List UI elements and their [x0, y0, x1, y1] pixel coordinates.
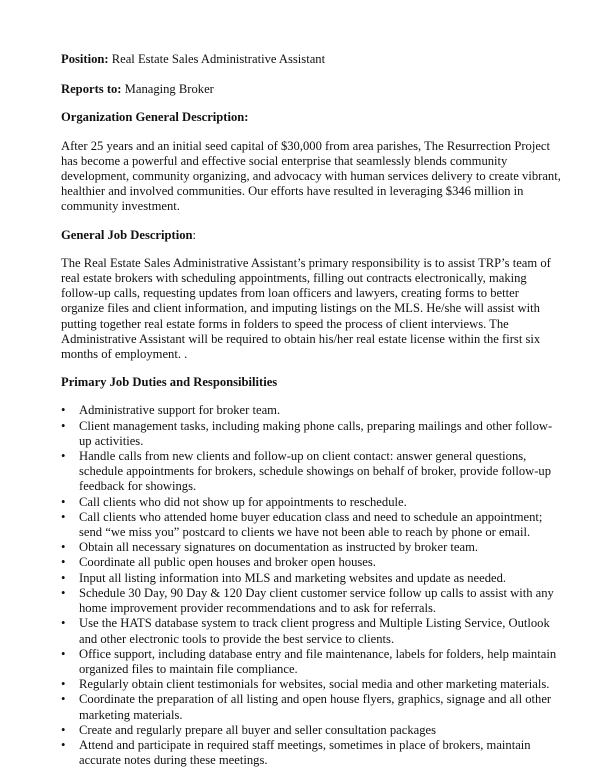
duty-item: [61, 555, 561, 570]
bullet-icon: •: [61, 585, 66, 600]
duty-text: Call clients who did not show up for appointments to reschedule.: [79, 494, 407, 509]
reports-to-label: Reports to:: [61, 82, 122, 97]
duty-item: [61, 419, 561, 449]
duty-text: Coordinate the preparation of all listing and open house flyers, graphics, signage and all other marketing materials.: [79, 692, 552, 722]
duty-text: Obtain all necessary signatures on documentation as instructed by broker team.: [79, 540, 479, 555]
bullet-icon: •: [61, 418, 66, 433]
job-description-heading-suffix: :: [192, 227, 197, 242]
bullet-icon: •: [61, 509, 66, 524]
duty-item: [61, 723, 561, 738]
duty-item: [61, 586, 561, 616]
duty-text: Administrative support for broker team.: [79, 403, 281, 418]
bullet-icon: •: [61, 494, 66, 509]
org-description-text: After 25 years and an initial seed capital of $30,000 from area parishes, The Resurrection Project has become a powerful and effective social enterprise that seamlessly blends community development, community organizing, and advocacy with human services delivery to create vibrant, healthier and involved communities. Our efforts have resulted in leveraging $346 million in community investment.: [61, 138, 561, 214]
duty-text: Coordinate all public open houses and broker open houses.: [79, 555, 376, 570]
job-description-heading: General Job Description: [61, 227, 193, 242]
document-page: [61, 52, 561, 768]
bullet-icon: •: [61, 403, 66, 418]
reports-to-line: [61, 82, 561, 97]
duty-text: Schedule 30 Day, 90 Day & 120 Day client customer service follow up calls to assist with any home improvement provider recommendations and to ask for referrals.: [79, 585, 554, 616]
duty-text: Regularly obtain client testimonials for websites, social media and other marketing materials.: [79, 677, 550, 692]
duty-item: [61, 540, 561, 555]
duty-text: Create and regularly prepare all buyer and seller consultation packages: [79, 722, 437, 737]
position-label: Position:: [61, 52, 109, 66]
duty-item: [61, 647, 561, 677]
bullet-icon: •: [61, 737, 66, 752]
duty-text: Input all listing information into MLS and marketing websites and update as needed.: [79, 570, 507, 585]
job-description-text: The Real Estate Sales Administrative Assistant’s primary responsibility is to assist TRP’s team of real estate brokers with scheduling appointments, filling out contracts electronically, making follow-up calls, requesting updates from loan officers and lawyers, creating forms to better organize files and client information, and imputing listings on the MLS. He/she will assist with putting together real estate forms in folders to speed the process of client interviews. The Administrative Assistant will be required to obtain his/her real estate license within the first six months of employment. .: [61, 255, 551, 362]
duty-item: [61, 738, 561, 768]
duty-item: [61, 616, 561, 646]
duty-text: Call clients who attended home buyer education class and need to schedule an appointment; send “we miss you” postcard to clients we have not been able to reach by phone or email.: [79, 509, 543, 540]
duty-item: [61, 692, 561, 722]
bullet-icon: •: [61, 555, 66, 570]
duty-item: [61, 495, 561, 510]
bullet-icon: •: [61, 449, 66, 464]
duties-heading: Primary Job Duties and Responsibilities: [61, 375, 278, 390]
bullet-icon: •: [61, 692, 66, 707]
duties-list: [61, 403, 561, 768]
duty-text: Office support, including database entry and file maintenance, labels for folders, help maintain organized files to maintain file compliance.: [79, 646, 557, 676]
bullet-icon: •: [61, 540, 66, 555]
bullet-icon: •: [61, 646, 66, 661]
position-value: Real Estate Sales Administrative Assistant: [108, 52, 326, 66]
bullet-icon: •: [61, 722, 66, 737]
duty-item: [61, 403, 561, 418]
org-description-heading: Organization General Description:: [61, 110, 249, 125]
position-line: [61, 52, 561, 67]
reports-to-value: Managing Broker: [121, 82, 214, 97]
bullet-icon: •: [61, 570, 66, 585]
duty-item: [61, 677, 561, 692]
bullet-icon: •: [61, 677, 66, 692]
duty-item: [61, 449, 561, 495]
duty-text: Handle calls from new clients and follow-up on client contact: answer general questions, schedule appointments for brokers, schedule showings on behalf of broker, provide follow-up feedback for showings.: [79, 449, 551, 494]
duty-item: [61, 510, 561, 540]
duty-text: Attend and participate in required staff meetings, sometimes in place of brokers, maintain accurate notes during these meetings.: [79, 737, 531, 768]
duty-text: Client management tasks, including making phone calls, preparing mailings and other follow-up activities.: [79, 418, 553, 448]
job-description-heading-line: [61, 228, 561, 243]
bullet-icon: •: [61, 616, 66, 631]
duty-text: Use the HATS database system to track client progress and Multiple Listing Service, Outlook and other electronic tools to provide the best service to clients.: [79, 616, 550, 646]
duty-item: [61, 571, 561, 586]
